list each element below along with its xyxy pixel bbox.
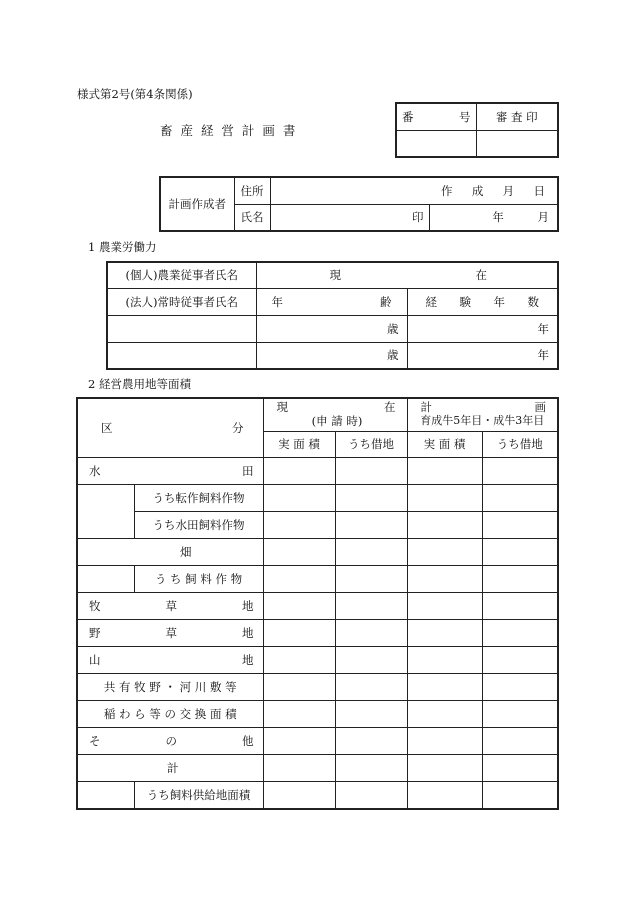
section1-title: 1 農業労働力 — [88, 240, 157, 254]
value-cell[interactable] — [335, 565, 407, 592]
table-row — [107, 315, 558, 342]
stamp-box — [395, 102, 559, 158]
plan-lease-header: うち借地 — [482, 431, 558, 457]
section2-title: 2 経営農用地等面積 — [88, 377, 191, 391]
value-cell[interactable] — [407, 781, 482, 809]
table-row — [107, 342, 558, 369]
value-cell[interactable] — [482, 700, 558, 727]
value-cell[interactable] — [407, 565, 482, 592]
address-label: 住所 — [234, 177, 270, 204]
value-cell[interactable] — [407, 673, 482, 700]
value-cell[interactable] — [263, 457, 335, 484]
value-cell[interactable] — [335, 781, 407, 809]
document-title: 畜 産 経 営 計 画 書 — [160, 123, 298, 138]
value-cell[interactable] — [335, 592, 407, 619]
value-cell[interactable] — [407, 538, 482, 565]
creation-date-label: 作 成 月 日 — [429, 177, 558, 204]
value-cell[interactable] — [335, 457, 407, 484]
wild-grass-label: 野 草 地 — [77, 619, 263, 646]
value-cell[interactable] — [407, 754, 482, 781]
worker-name-field[interactable] — [107, 342, 256, 369]
mountain-label: 山 地 — [77, 646, 263, 673]
application-time-label: (申 請 時) — [311, 414, 363, 428]
value-cell[interactable] — [263, 727, 335, 754]
value-cell[interactable] — [263, 538, 335, 565]
value-cell[interactable] — [407, 511, 482, 538]
category-header: 区 分 — [77, 398, 263, 457]
value-cell[interactable] — [482, 619, 558, 646]
value-cell[interactable] — [482, 538, 558, 565]
year-month-label: 年 月 — [492, 210, 549, 225]
corporate-worker-label: (法人)常時従事者氏名 — [107, 288, 256, 315]
value-cell[interactable] — [335, 511, 407, 538]
value-cell[interactable] — [482, 781, 558, 809]
age-field[interactable]: 歳 — [256, 315, 407, 342]
table-row — [77, 592, 558, 619]
value-cell[interactable] — [335, 484, 407, 511]
value-cell[interactable] — [482, 646, 558, 673]
current-header: 現 在 — [256, 262, 558, 288]
seal-field[interactable] — [476, 130, 558, 157]
table-row — [77, 457, 558, 484]
table-row — [77, 646, 558, 673]
address-field[interactable] — [270, 177, 429, 204]
table-row — [77, 565, 558, 592]
table-row — [77, 727, 558, 754]
value-cell[interactable] — [482, 484, 558, 511]
experience-field[interactable]: 年 — [407, 342, 558, 369]
value-cell[interactable] — [482, 673, 558, 700]
value-cell[interactable] — [482, 457, 558, 484]
value-cell[interactable] — [482, 727, 558, 754]
value-cell[interactable] — [263, 700, 335, 727]
value-cell[interactable] — [407, 646, 482, 673]
worker-name-field[interactable] — [107, 315, 256, 342]
value-cell[interactable] — [482, 754, 558, 781]
table-row — [77, 619, 558, 646]
value-cell[interactable] — [263, 484, 335, 511]
value-cell[interactable] — [482, 565, 558, 592]
value-cell[interactable] — [407, 727, 482, 754]
experience-header: 経 験 年 数 — [407, 288, 558, 315]
land-area-table — [76, 397, 559, 810]
number-header: 番 号 — [396, 103, 476, 130]
name-field[interactable] — [270, 204, 429, 231]
value-cell[interactable] — [335, 727, 407, 754]
table-row — [77, 538, 558, 565]
plan-target-label: 育成牛5年目・成牛3年目 — [420, 414, 545, 427]
paddy-label: 水 田 — [77, 457, 263, 484]
value-cell[interactable] — [263, 781, 335, 809]
straw-exchange-label: 稲 わ ら 等 の 交 換 面 積 — [77, 700, 263, 727]
current-period-header: 現 在 (申 請 時) — [263, 398, 407, 431]
experience-field[interactable]: 年 — [407, 315, 558, 342]
value-cell[interactable] — [407, 700, 482, 727]
value-cell[interactable] — [263, 592, 335, 619]
table-row — [77, 781, 558, 809]
current-area-header: 実 面 積 — [263, 431, 335, 457]
value-cell[interactable] — [263, 754, 335, 781]
age-header: 年 齢 — [256, 288, 407, 315]
value-cell[interactable] — [263, 619, 335, 646]
table-row — [77, 673, 558, 700]
seal-mark: 印 — [412, 210, 424, 225]
creation-date-field[interactable] — [429, 204, 558, 231]
value-cell[interactable] — [335, 646, 407, 673]
current-lease-header: うち借地 — [335, 431, 407, 457]
table-row — [77, 754, 558, 781]
form-number: 様式第2号(第4条関係) — [77, 87, 193, 101]
feed-supply-area-label: うち飼料供給地面積 — [134, 781, 263, 809]
planner-table — [159, 176, 559, 232]
field-label: 畑 — [77, 538, 263, 565]
value-cell[interactable] — [407, 619, 482, 646]
value-cell[interactable] — [407, 457, 482, 484]
other-label: そ の 他 — [77, 727, 263, 754]
number-field[interactable] — [396, 130, 476, 157]
value-cell[interactable] — [407, 484, 482, 511]
table-row — [77, 700, 558, 727]
planner-label: 計画作成者 — [160, 177, 234, 231]
value-cell[interactable] — [335, 700, 407, 727]
common-pasture-label: 共 有 牧 野 ・ 河 川 敷 等 — [77, 673, 263, 700]
table-row — [77, 511, 558, 538]
individual-worker-label: (個人)農業従事者氏名 — [107, 262, 256, 288]
field-feed-label: う ち 飼 料 作 物 — [134, 565, 263, 592]
value-cell[interactable] — [335, 673, 407, 700]
name-label: 氏名 — [234, 204, 270, 231]
value-cell[interactable] — [482, 511, 558, 538]
value-cell[interactable] — [263, 511, 335, 538]
paddy-conversion-feed-label: うち転作飼料作物 — [134, 484, 263, 511]
value-cell[interactable] — [407, 592, 482, 619]
plan-area-header: 実 面 積 — [407, 431, 482, 457]
value-cell[interactable] — [263, 673, 335, 700]
plan-period-header: 計 画 育成牛5年目・成牛3年目 — [407, 398, 558, 431]
value-cell[interactable] — [263, 646, 335, 673]
paddy-feed-label: うち水田飼料作物 — [134, 511, 263, 538]
labor-table — [106, 261, 559, 370]
seal-header: 審 査 印 — [476, 103, 558, 130]
table-row — [77, 484, 558, 511]
value-cell[interactable] — [335, 619, 407, 646]
total-label: 計 — [77, 754, 263, 781]
age-field[interactable]: 歳 — [256, 342, 407, 369]
value-cell[interactable] — [335, 754, 407, 781]
value-cell[interactable] — [482, 592, 558, 619]
pasture-label: 牧 草 地 — [77, 592, 263, 619]
value-cell[interactable] — [263, 565, 335, 592]
value-cell[interactable] — [335, 538, 407, 565]
